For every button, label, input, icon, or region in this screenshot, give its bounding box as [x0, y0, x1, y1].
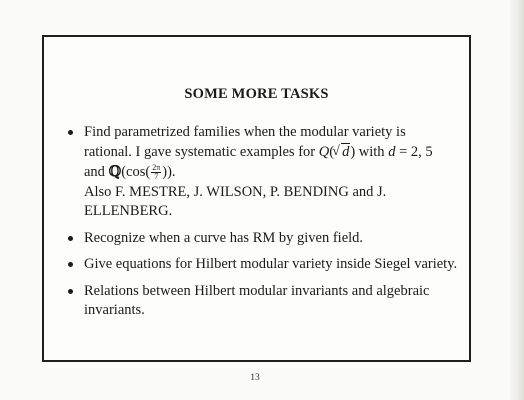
- bullet-item-families: [66, 123, 461, 222]
- bullet-item-invariants: [66, 282, 461, 321]
- slide-frame: [42, 35, 471, 362]
- bullet-item-recognize-rm: [66, 229, 461, 249]
- text-fragment: rational. I gave systematic examples for: [84, 143, 319, 160]
- math-paren: ): [350, 143, 356, 160]
- bullet-dot-icon: [68, 130, 73, 135]
- text-fragment: (cos(: [121, 164, 151, 180]
- page-edge-shadow: [510, 0, 524, 400]
- math-variable-d: d: [388, 143, 396, 160]
- math-paren: (: [329, 143, 335, 160]
- bullet-list: [66, 123, 461, 321]
- bullet-dot-icon: [68, 289, 73, 294]
- text-line: invariants.: [84, 302, 145, 318]
- text-line: Relations between Hilbert modular invariants and algebraic: [84, 282, 430, 299]
- text-line: Find parametrized families when the modular variety is: [84, 124, 406, 140]
- bullet-item-equations: [66, 255, 461, 275]
- math-symbol-q: Q: [318, 143, 330, 160]
- math-rationals-symbol: ℚ: [108, 163, 122, 180]
- slide-title: SOME MORE TASKS: [184, 86, 329, 102]
- page-number: 13: [250, 373, 260, 383]
- text-line: Recognize when a curve has RM by given field.: [84, 229, 364, 246]
- fraction-denominator: 7: [154, 172, 159, 182]
- text-fragment: with: [355, 143, 389, 160]
- text-line: [84, 143, 461, 163]
- bullet-dot-icon: [68, 236, 73, 241]
- sqrt-argument: d: [342, 143, 350, 160]
- fraction-numerator: 2π: [152, 163, 161, 173]
- text-line: Also F. MESTRE, J. WILSON, P. BENDING and J.: [84, 183, 387, 200]
- text-line: Give equations for Hilbert modular variety inside Siegel variety.: [84, 256, 458, 272]
- text-fragment: = 2, 5: [395, 143, 433, 160]
- text-fragment: )).: [162, 164, 176, 180]
- bullet-dot-icon: [68, 262, 73, 267]
- fraction: [151, 164, 161, 181]
- text-fragment: and: [84, 164, 109, 180]
- text-line: ELLENBERG.: [84, 203, 173, 219]
- sqrt-symbol: [335, 143, 350, 163]
- text-line: [84, 162, 461, 183]
